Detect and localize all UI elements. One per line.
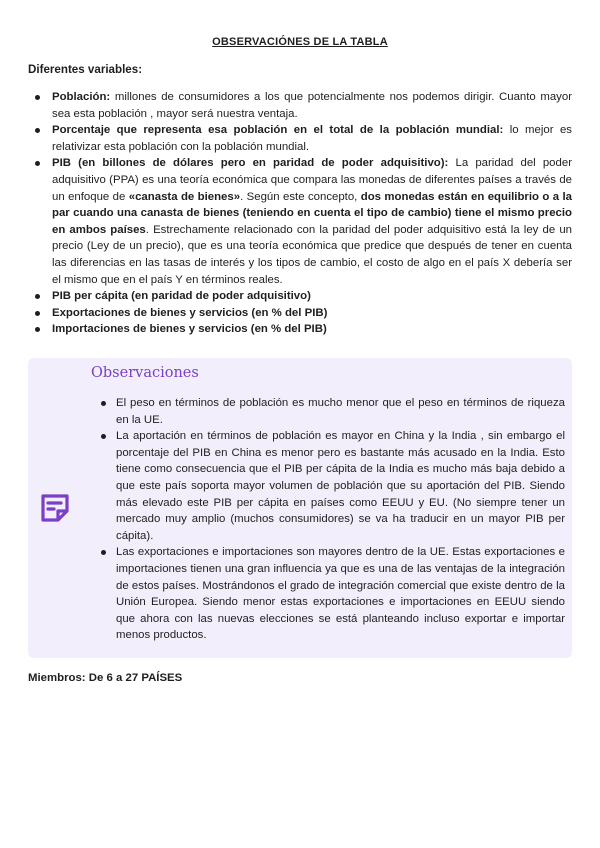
item-emphasis: dos monedas están en equilibrio o a la par cuando una canasta de bienes (teniendo en cuenta el tipo de cambio) tiene el mismo precio en ambos países — [52, 190, 573, 236]
observations-list — [100, 395, 565, 644]
item-label: Importaciones de bienes y servicios (en % del PIB) — [52, 323, 327, 336]
members-note: Miembros: De 6 a 27 PAÍSES — [28, 672, 183, 684]
list-item: La aportación en términos de población es mayor en China y la India , sin embargo el porcentaje del PIB en China es menor pero es bastante más acusado en la India. Esto tiene como consecuencia que el PIB per cápita de la India es mucho más baja debido a que este país soporta mayor volumen de población que su aportación del PIB. Siendo más elevado este PIB per cápita en países como EEUU y EU. (No siempre tener un mercado muy amplio (muchos consumidores) se va ha traducir en un mayor PIB per cápita). — [100, 428, 565, 544]
item-label: PIB (en billones de dólares pero en paridad de poder adquisitivo): — [52, 157, 449, 170]
callout-title: Observaciones — [91, 365, 199, 381]
item-text: . Según este concepto, — [240, 190, 361, 203]
document-title: OBSERVACIÓNES DE LA TABLA — [212, 36, 388, 48]
list-item — [30, 305, 572, 322]
list-item: Las exportaciones e importaciones son mayores dentro de la UE. Estas exportaciones e importaciones tienen una gran influencia ya que es una de las ventajas de la integración de estos países. Mostrándonos el grado de integración comercial que existe dentro de la Unión Europea. Siendo menor estas exportaciones e importaciones en EEUU siendo que ahora con las nuevas elecciones se está planteando incluso exportar e importar menos productos. — [100, 544, 565, 644]
item-text: . Estrechamente relacionado con la paridad del poder adquisitivo está la ley de un precio (Ley de un precio), que es una teoría económica que predice que después de tener en cuenta las diferencias en las tasas de interés y los tipos de cambio, el costo de algo en el país X debería ser el mismo que en el país Y en términos reales. — [52, 223, 572, 286]
item-label: Exportaciones de bienes y servicios (en % del PIB) — [52, 306, 328, 319]
item-text: millones de consumidores a los que potencialmente nos podemos dirigir. Cuanto mayor sea esta población , mayor será nuestra ventaja. — [52, 91, 572, 120]
item-emphasis: «canasta de bienes» — [128, 190, 241, 203]
item-label: Población: — [52, 91, 111, 103]
item-label: Porcentaje que representa esa población en el total de la población mundial: — [52, 124, 504, 137]
item-text: lo mejor es relativizar esta población con la población mundial. — [52, 124, 572, 153]
list-item — [30, 155, 572, 288]
list-item — [30, 321, 572, 338]
item-text: La paridad del poder adquisitivo (PPA) es una teoría económica que compara las monedas de diferentes países a través de un enfoque de — [52, 157, 572, 203]
variables-list — [30, 89, 572, 338]
sticky-note-icon — [38, 491, 72, 525]
list-item — [30, 288, 572, 305]
item-label: PIB per cápita (en paridad de poder adquisitivo) — [52, 290, 311, 303]
list-item: El peso en términos de población es mucho menor que el peso en términos de riqueza en la UE. — [100, 395, 565, 428]
list-item — [30, 89, 572, 122]
list-item — [30, 122, 572, 155]
section-heading: Diferentes variables: — [28, 63, 143, 76]
observations-callout — [28, 358, 572, 658]
